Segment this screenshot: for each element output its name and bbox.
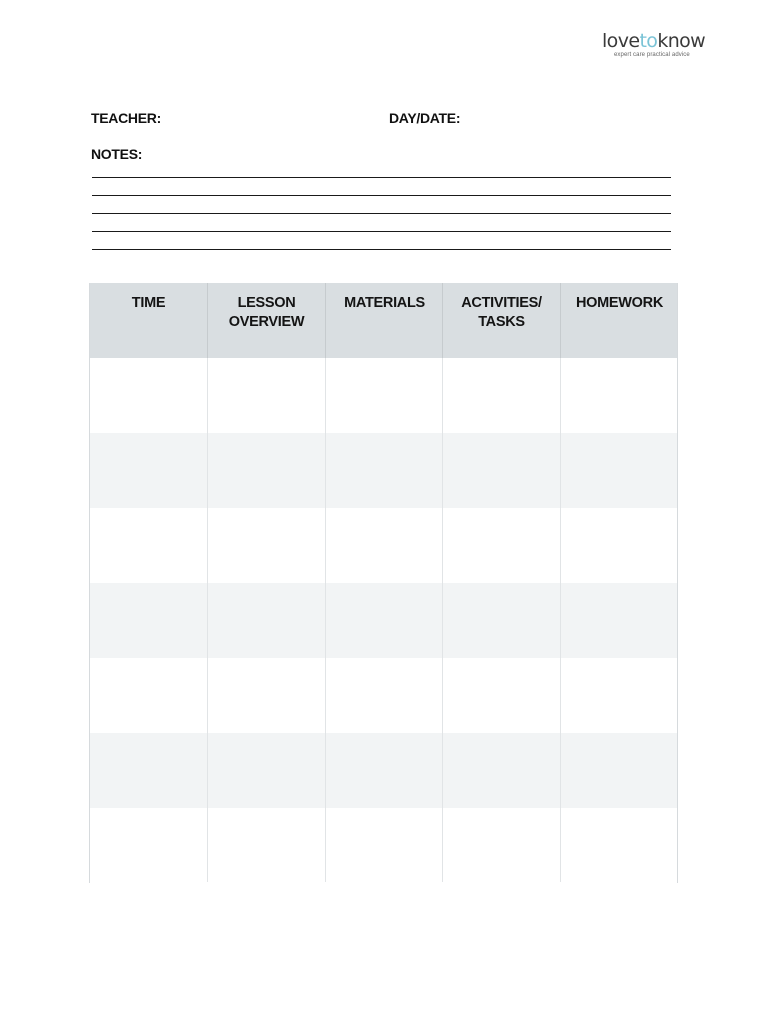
cell-activities-tasks[interactable]	[443, 583, 560, 658]
header-materials-text: MATERIALS	[344, 295, 425, 311]
cell-materials[interactable]	[326, 508, 443, 583]
notes-line[interactable]	[92, 195, 671, 196]
cell-lesson-overview[interactable]	[208, 358, 325, 433]
logo-word-love: love	[602, 30, 640, 52]
header-lesson-overview	[208, 283, 325, 358]
cell-materials[interactable]	[326, 658, 443, 733]
cell-lesson-overview[interactable]	[208, 808, 325, 883]
cell-materials[interactable]	[326, 808, 443, 883]
header-activities-line1: ACTIVITIES/	[461, 295, 542, 311]
header-materials	[326, 283, 443, 358]
cell-homework[interactable]	[561, 433, 678, 508]
cell-lesson-overview[interactable]	[208, 433, 325, 508]
cell-activities-tasks[interactable]	[443, 508, 560, 583]
notes-line[interactable]	[92, 231, 671, 232]
header-homework-text: HOMEWORK	[575, 295, 663, 311]
cell-activities-tasks[interactable]	[443, 658, 560, 733]
header-activities-tasks	[443, 283, 560, 358]
cell-time[interactable]	[90, 808, 207, 883]
table-header-row	[90, 283, 677, 358]
header-time	[90, 283, 207, 358]
header-lesson-overview-line1: LESSON	[237, 295, 296, 311]
notes-line[interactable]	[92, 213, 671, 214]
notes-label: NOTES:	[91, 146, 143, 162]
logo-word-know: know	[657, 30, 706, 52]
lesson-plan-table	[89, 283, 678, 883]
cell-time[interactable]	[90, 658, 207, 733]
header-activities-line2: TASKS	[478, 314, 525, 330]
header-lesson-overview-line2: OVERVIEW	[228, 314, 305, 330]
cell-activities-tasks[interactable]	[443, 433, 560, 508]
cell-time[interactable]	[90, 358, 207, 433]
notes-line[interactable]	[92, 177, 671, 178]
cell-homework[interactable]	[561, 658, 678, 733]
logo-word-to: to	[639, 30, 658, 52]
cell-lesson-overview[interactable]	[208, 583, 325, 658]
cell-materials[interactable]	[326, 733, 443, 808]
logo-tagline: expert care practical advice	[614, 52, 690, 58]
cell-homework[interactable]	[561, 808, 678, 883]
daydate-label: DAY/DATE:	[389, 110, 461, 126]
notes-line[interactable]	[92, 249, 671, 250]
cell-lesson-overview[interactable]	[208, 658, 325, 733]
cell-homework[interactable]	[561, 508, 678, 583]
cell-activities-tasks[interactable]	[443, 808, 560, 883]
header-time-text: TIME	[131, 295, 166, 311]
cell-lesson-overview[interactable]	[208, 508, 325, 583]
cell-materials[interactable]	[326, 583, 443, 658]
cell-homework[interactable]	[561, 733, 678, 808]
cell-materials[interactable]	[326, 433, 443, 508]
cell-homework[interactable]	[561, 583, 678, 658]
cell-activities-tasks[interactable]	[443, 733, 560, 808]
cell-homework[interactable]	[561, 358, 678, 433]
cell-activities-tasks[interactable]	[443, 358, 560, 433]
teacher-label: TEACHER:	[91, 110, 161, 126]
cell-time[interactable]	[90, 733, 207, 808]
cell-lesson-overview[interactable]	[208, 733, 325, 808]
cell-time[interactable]	[90, 508, 207, 583]
cell-time[interactable]	[90, 433, 207, 508]
cell-time[interactable]	[90, 583, 207, 658]
logo-wordmark	[602, 30, 714, 52]
cell-materials[interactable]	[326, 358, 443, 433]
lovetoknow-logo	[602, 30, 714, 64]
header-homework	[561, 283, 678, 358]
